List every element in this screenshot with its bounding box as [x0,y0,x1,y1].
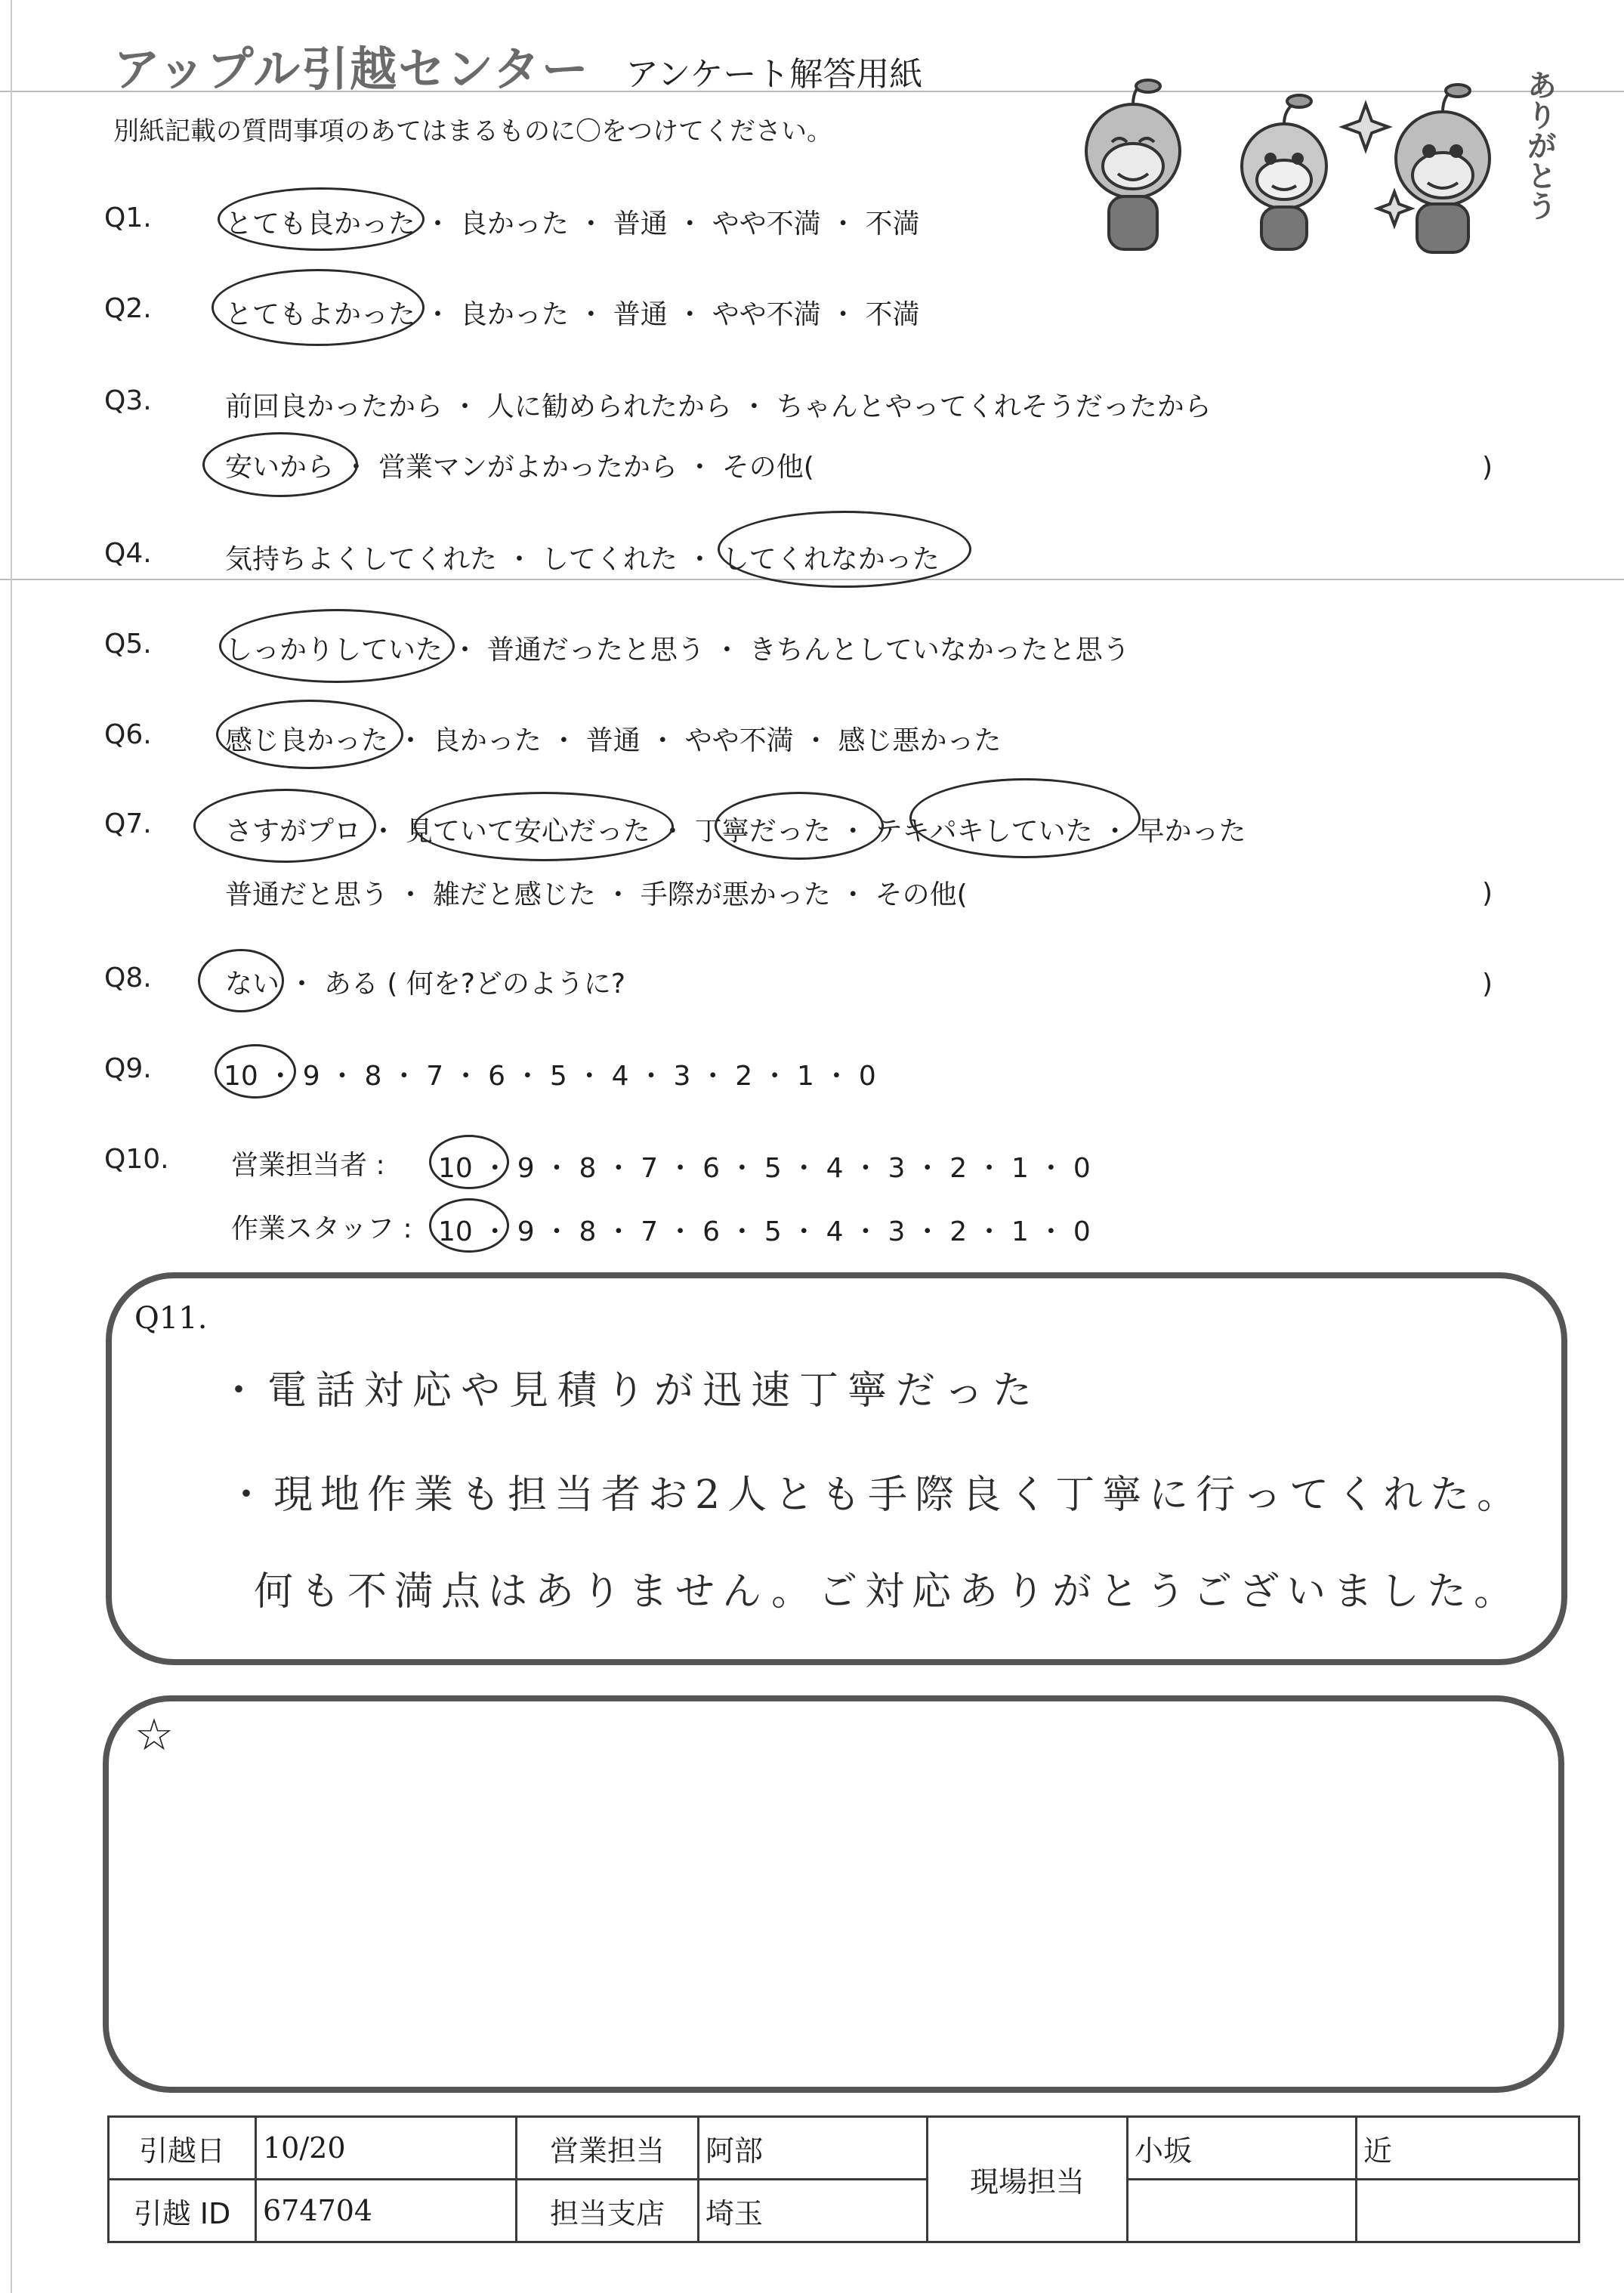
q7-options-line2: 普通だと思う ・ 雑だと感じた ・ 手際が悪かった ・ その他( [225,879,968,910]
site-staff-empty-1 [1128,2180,1357,2242]
q7-selection-circle-2 [414,792,674,861]
form-title: アップル引越センター [113,42,590,97]
q3-options-line2: 安いから ・ 営業マンがよかったから ・ その他( [225,452,814,483]
footer-table [107,2115,1580,2243]
q4-number: Q4. [104,538,152,569]
q2-number: Q2. [104,293,152,324]
instruction-text: 別紙記載の質問事項のあてはまるものに〇をつけてください。 [113,116,832,147]
q8-options: ない ・ ある ( 何を?どのように? [225,969,626,1000]
move-id-label: 引越 ID [109,2180,256,2242]
q2-selection-circle [211,269,425,346]
form-subtitle: アンケート解答用紙 [625,55,923,94]
star-icon: ☆ [134,1709,174,1760]
q10-staff-selection-circle [429,1198,509,1253]
q2-options: とてもよかった ・ 良かった ・ 普通 ・ やや不満 ・ 不満 [225,299,920,330]
q4-options: 気持ちよくしてくれた ・ してくれた ・ してくれなかった [225,544,940,575]
q3-options-line1: 前回良かったから ・ 人に勧められたから ・ ちゃんとやってくれそうだったから [225,391,1212,422]
q7-close-paren: ) [1482,878,1493,909]
q10-number: Q10. [104,1144,169,1175]
sales-rep-value: 阿部 [699,2117,928,2180]
q11-handwritten-line1: ・電話対応や見積りが迅速丁寧だった [219,1368,1042,1414]
q10-staff-options: 10 ・ 9 ・ 8 ・ 7 ・ 6 ・ 5 ・ 4 ・ 3 ・ 2 ・ 1 ・ 0 [438,1216,1091,1247]
q7-number: Q7. [104,808,152,839]
branch-label: 担当支店 [517,2180,699,2242]
q8-number: Q8. [104,963,152,994]
q3-number: Q3. [104,385,152,416]
q11-handwritten-line2: ・現地作業も担当者お2人とも手際良く丁寧に行ってくれた。 [227,1473,1524,1518]
monkey-mascots-illustration [1042,53,1586,257]
q8-close-paren: ) [1482,969,1493,1000]
q10-staff-label: 作業スタッフ : [231,1213,412,1244]
q7-options-line1: さすがプロ ・ 見ていて安心だった ・ 丁寧だった ・ テキパキしていた ・ 早かった [225,816,1246,847]
q6-number: Q6. [104,719,152,750]
q9-selection-circle [215,1044,296,1099]
q7-selection-circle-1 [193,789,376,863]
q9-options: 10 ・ 9 ・ 8 ・ 7 ・ 6 ・ 5 ・ 4 ・ 3 ・ 2 ・ 1 ・ 0 [224,1061,876,1092]
q11-handwritten-line3: 何も不満点はありません。ご対応ありがとうございました。 [254,1569,1521,1615]
star-comment-box [103,1695,1564,2093]
q8-selection-circle [198,949,284,1012]
site-staff-value-1: 小坂 [1128,2117,1357,2180]
q3-selection-circle [202,432,358,497]
q10-sales-label: 営業担当者 : [231,1150,385,1181]
q5-options: しっかりしていた ・ 普通だったと思う ・ きちんとしていなかったと思う [225,635,1130,666]
branch-value: 埼玉 [699,2180,928,2242]
q3-close-paren: ) [1482,452,1493,483]
q11-label: Q11. [134,1301,208,1336]
thanks-vertical-text: ありがとう [1522,70,1557,221]
move-id-value: 674704 [256,2180,517,2242]
q7-selection-circle-4 [909,778,1141,858]
site-staff-label: 現場担当 [928,2117,1128,2242]
scan-line-left [11,0,12,2293]
q5-number: Q5. [104,629,152,660]
q6-selection-circle [216,700,403,769]
q6-options: 感じ良かった ・ 良かった ・ 普通 ・ やや不満 ・ 感じ悪かった [225,725,1002,756]
q4-selection-circle [718,511,971,588]
site-staff-empty-2 [1357,2180,1579,2242]
site-staff-value-2: 近 [1357,2117,1579,2180]
move-date-label: 引越日 [109,2117,256,2180]
q5-selection-circle [219,609,455,683]
q9-number: Q9. [104,1053,152,1084]
q1-number: Q1. [104,202,152,233]
q1-selection-circle [218,187,425,251]
q10-sales-selection-circle [429,1135,509,1189]
q7-selection-circle-3 [715,792,884,860]
sales-rep-label: 営業担当 [517,2117,699,2180]
q1-options: とても良かった ・ 良かった ・ 普通 ・ やや不満 ・ 不満 [225,209,920,239]
q10-sales-options: 10 ・ 9 ・ 8 ・ 7 ・ 6 ・ 5 ・ 4 ・ 3 ・ 2 ・ 1 ・ 0 [438,1153,1091,1184]
move-date-value: 10/20 [256,2117,517,2180]
